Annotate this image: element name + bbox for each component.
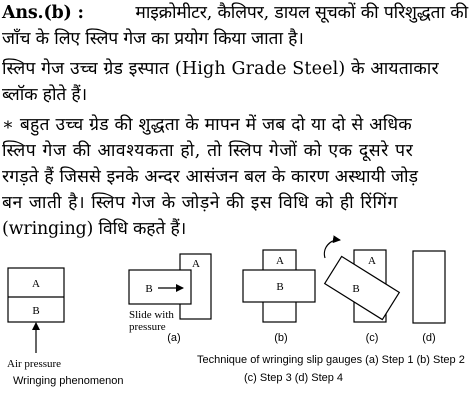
step-c-block-b-label: B — [352, 283, 360, 295]
para3-line-1: ∗ बहुत उच्च ग्रेड की शुद्धता के मापन में जब दो या दो से अधिक — [2, 115, 412, 135]
slide-label-line-1: Slide with — [129, 309, 174, 321]
figure-caption-line-2: (c) Step 3 (d) Step 4 — [244, 372, 344, 384]
para3-line-5: (wringing) विधि कहते हैं। — [2, 219, 187, 239]
rotate-arrow — [324, 240, 340, 258]
answer-line-1-text: माइक्रोमीटर, कैलिपर, डायल सूचकों की परिशुद्धता की — [135, 3, 468, 23]
step-d-diagram — [413, 251, 445, 344]
step-a-block-b — [129, 270, 191, 304]
left-block-b-label: B — [32, 305, 40, 317]
answer-line-2: जाँच के लिए स्लिप गेज का प्रयोग किया जाता है। — [2, 29, 304, 49]
para3-line-3: रगड़ते हैं जिससे इनके अन्दर आसंजन बल के कारण अस्थायी जोड़ — [2, 167, 419, 187]
step-d-label: (d) — [422, 332, 436, 344]
step-c-label: (c) — [365, 332, 379, 344]
step-a-block-a-label: A — [192, 258, 200, 270]
answer-label: Ans.(b) : — [2, 3, 84, 23]
figure-caption-line-1: Technique of wringing slip gauges (a) Step 1 (b) Step 2 — [197, 354, 465, 366]
left-block-a-label: A — [32, 278, 40, 290]
step-c-diagram — [324, 240, 399, 344]
step-a-diagram — [129, 254, 211, 344]
step-b-diagram — [243, 250, 315, 344]
wringing-phenomenon-diagram — [7, 268, 123, 387]
step-a-label: (a) — [167, 332, 181, 344]
step-a-block-b-label: B — [145, 283, 153, 295]
step-c-block-a-label: A — [368, 255, 376, 267]
para2-line-1-text: स्लिप गेज उच्च ग्रेड इस्पात (High Grade Steel) के आयताकार — [2, 59, 439, 79]
slide-label-line-2: pressure — [129, 321, 166, 333]
para3-line-4: बन जाती है। स्लिप गेज के जोड़ने की इस विधि को ही रिंगिंग — [2, 193, 398, 213]
step-d-block — [413, 251, 445, 323]
para3-line-2: स्लिप गेज की आवश्यकता हो, तो स्लिप गेजों को एक दूसरे पर — [2, 141, 414, 161]
step-b-label: (b) — [274, 332, 288, 344]
air-pressure-label: Air pressure — [7, 358, 62, 370]
step-b-block-b-label: B — [276, 281, 284, 293]
step-b-block-a-label: A — [276, 255, 284, 267]
wringing-phenomenon-caption: Wringing phenomenon — [13, 375, 124, 387]
para2-line-2: ब्लॉक होते हैं। — [2, 85, 87, 105]
